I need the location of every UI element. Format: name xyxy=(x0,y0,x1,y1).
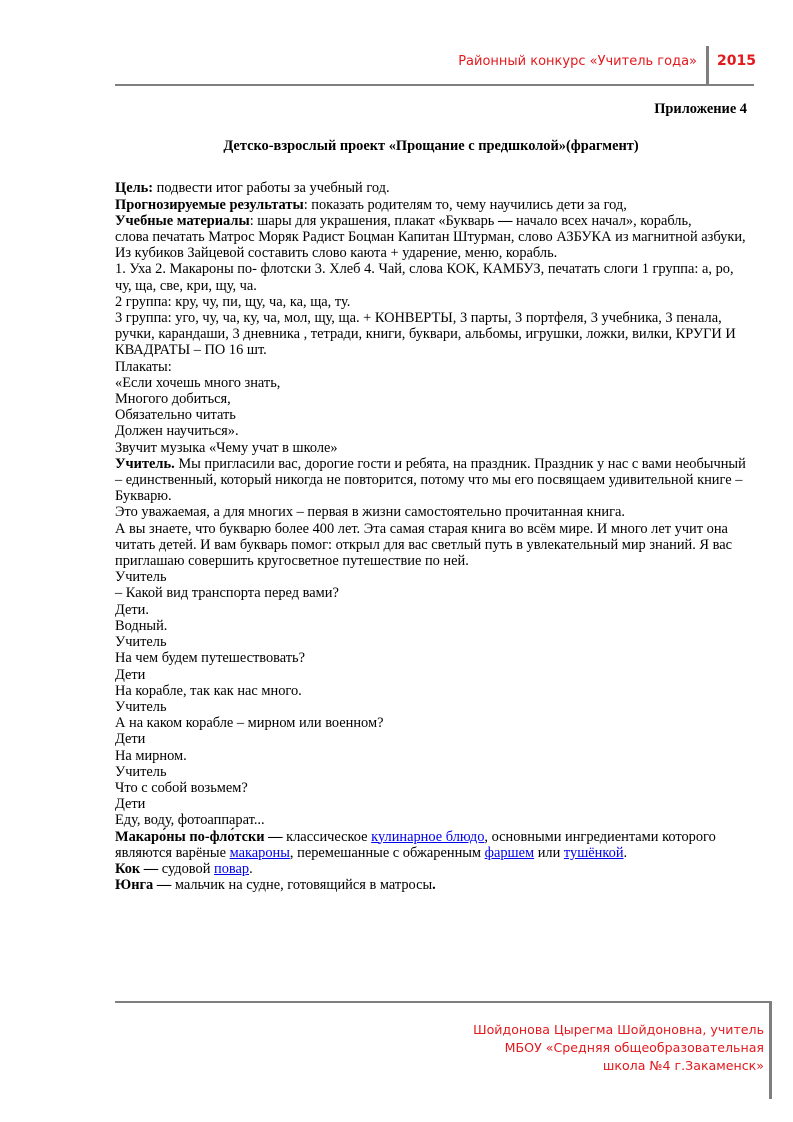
page-footer xyxy=(115,1001,772,1101)
footer-author xyxy=(473,1021,764,1075)
macaroni-text-1: классическое xyxy=(282,828,372,845)
materials-paragraph xyxy=(115,213,747,229)
macaroni-label: Макаро́ны по-фло́тски — xyxy=(115,828,283,845)
cook-label: Кок — xyxy=(115,860,159,877)
text-line: 3 группа: уго, чу, ча, ку, ча, мол, щу, ща. + КОНВЕРТЫ, 3 парты, 3 портфеля, 3 учебника, 3 пенала, ручки, карандаши, 3 дневника , тетради, книги, буквари, альбомы, игрушки, ложки, вилки, КРУГИ И КВАДРАТЫ – ПО 16 шт. xyxy=(115,310,736,359)
teacher-intro-paragraph xyxy=(115,456,747,505)
cabin-boy-label: Юнга — xyxy=(115,877,172,894)
header-year: 2015 xyxy=(717,53,756,69)
text-line: А вы знаете, что букварю более 400 лет. Эта самая старая книга во всём мире. И много лет учит она читать детей. И вам букварь помог: открыл для вас светлый путь в увлекательный мир знаний. Я вас приглашаю совершить кругосветное путешествие по ней. xyxy=(115,520,732,570)
header-divider xyxy=(115,84,754,86)
link-stewed-meat[interactable]: тушёнкой xyxy=(563,844,624,861)
link-macaroni[interactable]: макароны xyxy=(229,844,290,861)
goal-text: подвести итог работы за учебный год. xyxy=(153,180,390,197)
document-title: Детско-взрослый проект «Прощание с предшколой»(фрагмент) xyxy=(223,138,639,155)
macaroni-text-2: , основными ингредиентами которого являются варёные xyxy=(115,828,716,861)
cook-definition xyxy=(115,861,747,877)
cabin-boy-definition xyxy=(115,877,747,893)
dialogue-line: Учитель xyxy=(115,569,167,586)
text-line: Плакаты: xyxy=(115,358,172,375)
materials-label: Учебные материалы xyxy=(115,212,250,229)
dialogue-line: Учитель xyxy=(115,698,167,715)
appendix-label: Приложение 4 xyxy=(654,101,747,117)
macaroni-text-5: . xyxy=(623,844,628,861)
header-divider-vertical xyxy=(706,46,709,86)
dialogue-line: На мирном. xyxy=(115,747,187,764)
text-line: 2 группа: кру, чу, пи, щу, ча, ка, ща, ту. xyxy=(115,293,351,310)
footer-line: школа №4 г.Закаменск» xyxy=(602,1058,764,1073)
macaroni-text-4: или xyxy=(534,844,564,861)
dialogue-line: – Какой вид транспорта перед вами? xyxy=(115,585,339,602)
dialogue-line: Учитель xyxy=(115,763,167,780)
goal-label: Цель: xyxy=(115,180,154,197)
dialogue-line: На чем будем путешествовать? xyxy=(115,650,306,667)
cook-text-1: судовой xyxy=(158,860,214,877)
cabin-boy-text: мальчик на судне, готовящийся в матросы xyxy=(171,877,433,894)
link-cook[interactable]: повар xyxy=(214,860,250,877)
dialogue-line: Дети xyxy=(115,731,146,748)
cabin-boy-end: . xyxy=(432,877,436,894)
teacher-intro-label: Учитель. xyxy=(115,455,175,472)
page-header xyxy=(115,46,754,86)
dialogue-line: Учитель xyxy=(115,634,167,651)
results-paragraph xyxy=(115,197,747,213)
dialogue-line: А на каком корабле – мирном или военном? xyxy=(115,715,384,732)
dialogue-line: Что с собой возьмем? xyxy=(115,779,248,796)
dialogue-line: Дети xyxy=(115,666,146,683)
teacher-intro-text: Мы пригласили вас, дорогие гости и ребята, на праздник. Праздник у нас с вами необычный – единственный, который никогда не повторится, потому что мы его посвящаем удивительной книге – Букварю. xyxy=(115,455,746,505)
cook-text-2: . xyxy=(249,860,253,877)
results-text: : показать родителям то, чему научились дети за год, xyxy=(303,196,627,213)
dialogue-line: На корабле, так как нас много. xyxy=(115,682,302,699)
footer-line: МБОУ «Средняя общеобразовательная xyxy=(504,1040,764,1055)
poem-line: Многого добиться, xyxy=(115,391,231,408)
text-line: слова печатать Матрос Моряк Радист Боцман Капитан Штурман, слово АЗБУКА из магнитной азбуки, Из кубиков Зайцевой составить слово каюта + ударение, меню, корабль. xyxy=(115,229,746,262)
header-title: Районный конкурс «Учитель года» xyxy=(458,54,697,69)
text-line: Это уважаемая, а для многих – первая в жизни самостоятельно прочитанная книга. xyxy=(115,504,625,521)
link-culinary-dish[interactable]: кулинарное блюдо xyxy=(371,828,485,845)
materials-text: : шары для украшения, плакат «Букварь xyxy=(249,212,498,229)
link-minced-meat[interactable]: фаршем xyxy=(484,844,535,861)
goal-paragraph xyxy=(115,180,747,196)
dialogue-line: Дети. xyxy=(115,601,149,618)
text-line: 1. Уха 2. Макароны по- флотски 3. Хлеб 4. Чай, слова КОК, КАМБУЗ, печатать слоги 1 группа: а, ро, чу, ща, све, кри, щу, ча. xyxy=(115,261,734,294)
text-line: Звучит музыка «Чему учат в школе» xyxy=(115,439,338,456)
materials-text-2: начало всех начал», корабль, xyxy=(512,212,692,229)
materials-dash: — xyxy=(497,212,513,229)
poem-line: Обязательно читать xyxy=(115,407,236,424)
results-label: Прогнозируемые результаты xyxy=(115,196,304,213)
footer-divider xyxy=(115,1001,772,1003)
footer-line: Шойдонова Цырегма Шойдоновна, учитель xyxy=(473,1022,764,1037)
poem-line: «Если хочешь много знать, xyxy=(115,374,281,391)
document-body xyxy=(115,101,747,893)
macaroni-definition xyxy=(115,829,747,861)
dialogue-line: Дети xyxy=(115,796,146,813)
dialogue-line: Водный. xyxy=(115,617,168,634)
dialogue-line: Еду, воду, фотоаппарат... xyxy=(115,812,265,829)
poem-line: Должен научиться». xyxy=(115,423,239,440)
footer-divider-vertical xyxy=(769,1001,772,1099)
macaroni-text-3: , перемешанные с обжаренным xyxy=(289,844,485,861)
